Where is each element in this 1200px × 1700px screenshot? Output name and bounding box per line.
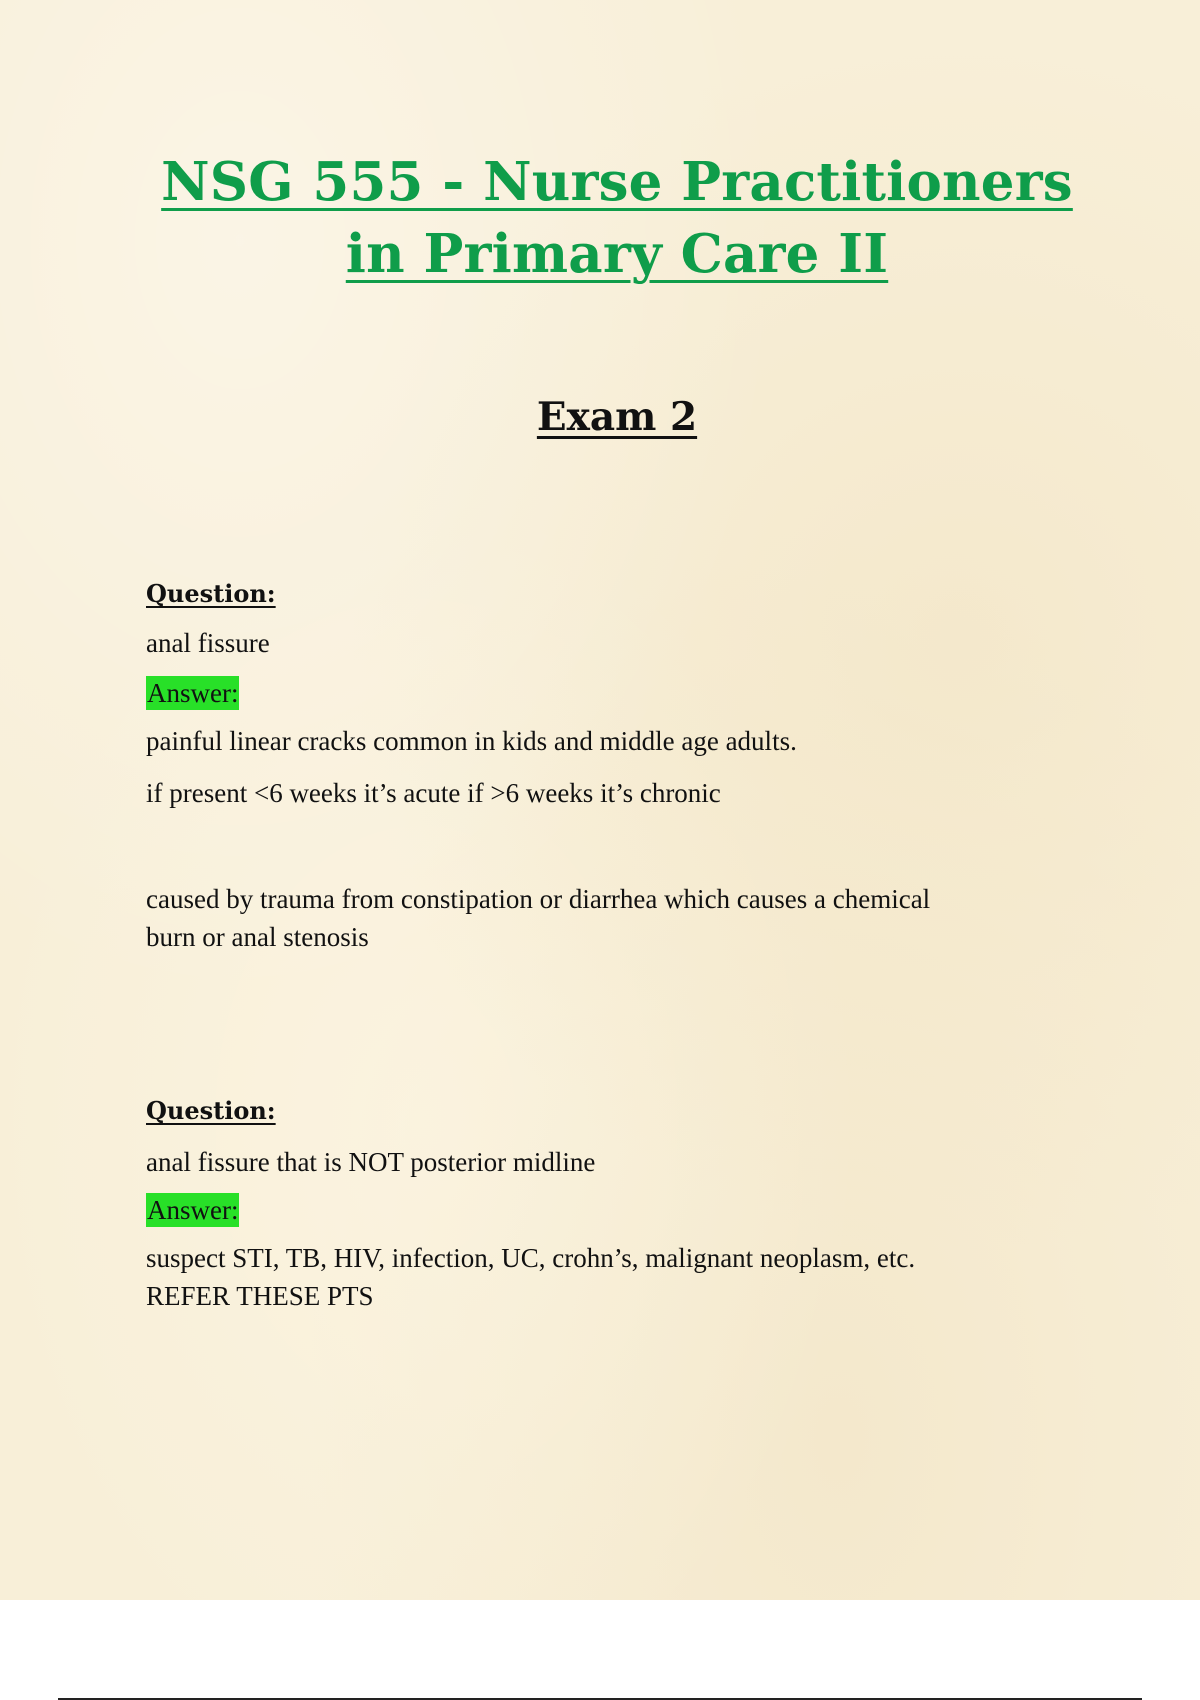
answer-text-line: REFER THESE PTS [146, 1281, 374, 1311]
question-label: Question: [146, 579, 276, 608]
exam-label [0, 392, 1200, 442]
answer-text-line: burn or anal stenosis [146, 922, 369, 952]
exam-label-text: Exam 2 [536, 394, 698, 440]
qa-item-1 [146, 576, 1066, 956]
answer-label: Answer: [147, 1195, 239, 1225]
qa-item-2 [146, 1093, 1066, 1315]
answer-label: Answer: [147, 678, 239, 708]
answer-label-row [146, 676, 1066, 710]
answer-text-line: suspect STI, TB, HIV, infection, UC, crohn’s, malignant neoplasm, etc. [146, 1243, 916, 1273]
document-title [100, 146, 1134, 290]
answer-text-line: caused by trauma from constipation or diarrhea which causes a chemical [146, 884, 931, 914]
question-label: Question: [146, 1096, 276, 1125]
title-line-1: NSG 555 - Nurse Practitioners [161, 151, 1073, 213]
answer-text-line: painful linear cracks common in kids and middle age adults. [146, 726, 797, 756]
answer-text-line: if present <6 weeks it’s acute if >6 weeks it’s chronic [146, 778, 721, 808]
answer-label-row [146, 1193, 1066, 1227]
title-line-2: in Primary Care II [345, 223, 889, 285]
question-text: anal fissure that is NOT posterior midline [146, 1147, 596, 1177]
question-text: anal fissure [146, 628, 270, 658]
